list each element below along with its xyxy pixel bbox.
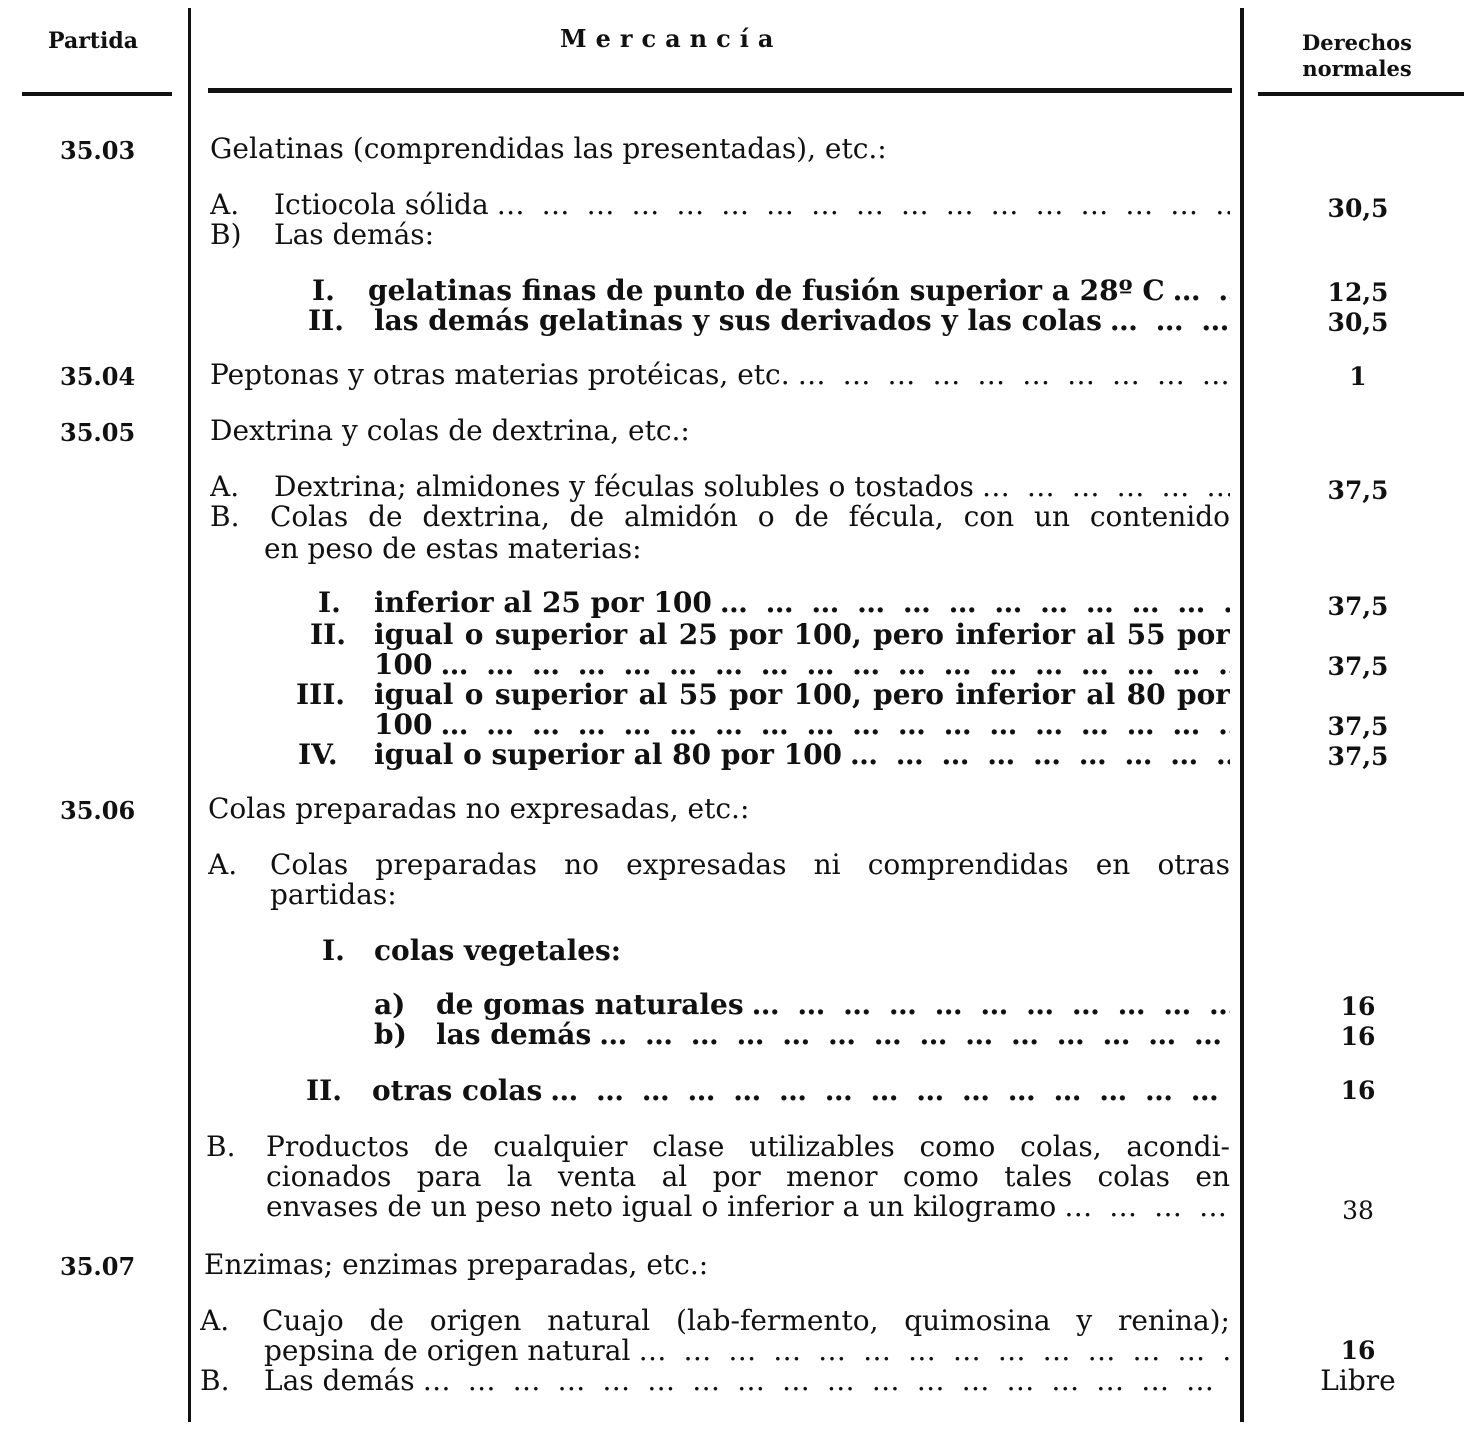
item-label: IV. (298, 740, 338, 770)
partida-number: 35.03 (60, 136, 136, 165)
item-text: Dextrina; almidones y féculas solubles o tostados (274, 472, 974, 502)
item-label: I. (322, 936, 345, 966)
item-label: B. (200, 1366, 230, 1396)
rate-value: 37,5 (1327, 742, 1389, 771)
item-label: I. (312, 276, 335, 306)
leader-dots (497, 190, 1230, 220)
partida-number: 35.06 (60, 796, 136, 825)
item-text: Las demás (264, 1366, 415, 1396)
item-line (374, 306, 1230, 336)
item-line (264, 1336, 1230, 1366)
item-text-continued: en peso de estas materias: (264, 534, 642, 564)
item-label: II. (306, 1076, 342, 1106)
leader-dots (982, 472, 1230, 502)
rate-value: 37,5 (1327, 476, 1389, 505)
rate-value: 1 (1349, 362, 1367, 391)
leader-dots (638, 1336, 1230, 1366)
leader-dots (1173, 276, 1230, 306)
leader-dots (423, 1366, 1230, 1396)
item-line (374, 650, 1230, 680)
rate-value: 16 (1340, 992, 1376, 1021)
item-line (374, 740, 1230, 770)
item-text: igual o superior al 55 por 100, pero inferior al 80 por (374, 680, 1230, 710)
item-text-continued: 100 (374, 710, 433, 740)
heading-text: Enzimas; enzimas preparadas, etc.: (204, 1250, 709, 1280)
item-text-continued: envases de un peso neto igual o inferior a un kilogramo (266, 1192, 1057, 1222)
column-divider-left (188, 8, 191, 1422)
leader-dots (752, 990, 1230, 1020)
item-text: Ictiocola sólida (274, 190, 489, 220)
item-text: igual o superior al 80 por 100 (374, 740, 843, 770)
item-label: II. (308, 306, 344, 336)
rate-value: 37,5 (1327, 592, 1389, 621)
item-text: Las demás: (274, 220, 435, 250)
item-text-continued: cionados para la venta al por menor como tales colas en (266, 1162, 1230, 1192)
column-divider-right (1240, 8, 1244, 1422)
item-text: de gomas naturales (436, 990, 744, 1020)
column-header-mercancia: Mercancía (560, 24, 783, 53)
rate-value: 16 (1340, 1336, 1376, 1365)
leader-dots (798, 360, 1230, 390)
partida-number: 35.05 (60, 418, 136, 447)
leader-dots (720, 588, 1230, 618)
item-label: B. (206, 1132, 236, 1162)
rate-value: 16 (1340, 1076, 1376, 1105)
item-line (264, 1366, 1230, 1396)
item-line (210, 360, 1230, 390)
rate-value: 37,5 (1327, 652, 1389, 681)
item-text: las demás (436, 1020, 592, 1050)
column-header-partida: Partida (48, 28, 138, 54)
heading-text: Colas preparadas no expresadas, etc.: (208, 794, 750, 824)
item-text-continued: 100 (374, 650, 433, 680)
item-text: otras colas (372, 1076, 543, 1106)
item-line (274, 190, 1230, 220)
item-label: A. (200, 1306, 230, 1336)
item-text: Colas de dextrina, de almidón o de fécula, con un contenido (270, 502, 1230, 532)
item-label: B) (210, 220, 242, 250)
partida-number: 35.04 (60, 362, 136, 391)
item-text: gelatinas finas de punto de fusión superior a 28º C (368, 276, 1165, 306)
rate-value: 30,5 (1327, 308, 1389, 337)
rate-value: 30,5 (1327, 194, 1389, 223)
item-line (266, 1192, 1230, 1222)
derechos-line-2: normales (1302, 56, 1412, 81)
partida-number: 35.07 (60, 1252, 136, 1281)
leader-dots (850, 740, 1230, 770)
item-line (436, 990, 1230, 1020)
item-line (374, 588, 1230, 618)
leader-dots (599, 1020, 1230, 1050)
item-text: colas vegetales: (374, 936, 622, 966)
item-text: inferior al 25 por 100 (374, 588, 712, 618)
item-text-continued: partidas: (270, 880, 397, 910)
leader-dots (1064, 1192, 1230, 1222)
item-line (436, 1020, 1230, 1050)
item-line (368, 276, 1230, 306)
item-line (372, 1076, 1230, 1106)
derechos-line-1: Derechos (1302, 30, 1412, 55)
heading-text: Peptonas y otras materias protéicas, etc. (210, 360, 790, 390)
item-label: A. (208, 850, 238, 880)
header-rule-partida (22, 92, 172, 96)
item-label: I. (318, 588, 341, 618)
rate-value: 37,5 (1327, 712, 1389, 741)
header-rule-derechos (1258, 92, 1464, 96)
item-label: II. (310, 620, 346, 650)
leader-dots (440, 710, 1230, 740)
item-text: Cuajo de origen natural (lab-fermento, quimosina y renina); (262, 1306, 1230, 1336)
column-header-derechos (1262, 30, 1452, 82)
item-text: igual o superior al 25 por 100, pero inferior al 55 por (374, 620, 1230, 650)
item-line (374, 710, 1230, 740)
leader-dots (440, 650, 1230, 680)
item-label: B. (210, 502, 240, 532)
rate-value: Libre (1320, 1364, 1396, 1397)
item-text-continued: pepsina de origen natural (264, 1336, 631, 1366)
heading-text: Gelatinas (comprendidas las presentadas), etc.: (210, 134, 887, 164)
rate-value: 16 (1340, 1022, 1376, 1051)
item-label: A. (210, 472, 240, 502)
leader-dots (1110, 306, 1230, 336)
item-label: A. (210, 190, 240, 220)
header-rule-mercancia (208, 88, 1232, 93)
item-label: III. (296, 680, 346, 710)
item-text: Productos de cualquier clase utilizables como colas, acondi- (266, 1132, 1230, 1162)
heading-text: Dextrina y colas de dextrina, etc.: (210, 416, 690, 446)
item-text: las demás gelatinas y sus derivados y las colas (374, 306, 1102, 336)
item-text: Colas preparadas no expresadas ni comprendidas en otras (270, 850, 1230, 880)
rate-value: 12,5 (1327, 278, 1389, 307)
item-label: a) (374, 990, 406, 1020)
item-line (274, 472, 1230, 502)
leader-dots (550, 1076, 1230, 1106)
rate-value: 38 (1342, 1196, 1374, 1225)
item-label: b) (374, 1020, 407, 1050)
